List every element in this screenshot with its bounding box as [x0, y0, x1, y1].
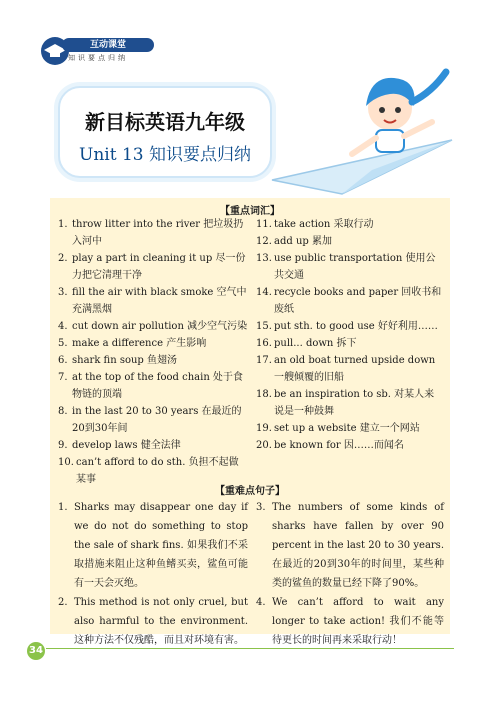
badge-title: 互动课堂: [62, 38, 154, 52]
page-subtitle: Unit 13 知识要点归纳: [79, 145, 251, 165]
list-item: 12. add up 累加: [256, 236, 332, 247]
list-item: 14. recycle books and paper 回收书和废纸: [256, 287, 442, 315]
page-number: 34: [27, 642, 45, 660]
list-item: 9. develop laws 健全法律: [58, 440, 181, 451]
vocab-heading: 【重点词汇】: [220, 206, 280, 217]
badge-subtitle: 知识要点归纳: [68, 54, 128, 62]
list-item: 17. an old boat turned upside down 一艘倾覆的旧船: [256, 355, 436, 383]
girl-on-paper-plane-illustration: [262, 62, 462, 202]
vocab-left-column: [58, 216, 248, 488]
list-item: 3. The numbers of some kinds of sharks have fallen by over 90 percent in the last 20 to 30 years. 在最近的20到30年的时间里，某些种类的鲨鱼的数量已经下降了90%。: [256, 502, 444, 589]
list-item: 11. take action 采取行动: [256, 219, 374, 230]
content-panel: [50, 198, 450, 646]
list-item: 5. make a difference 产生影响: [58, 338, 207, 349]
title-banner: [58, 86, 272, 178]
list-item: 20. be known for 因……而闻名: [256, 440, 404, 451]
list-item: 4. cut down air pollution 减少空气污染: [58, 321, 248, 332]
sentences-heading: 【重难点句子】: [215, 486, 285, 497]
section-badge: [40, 36, 158, 66]
page-title: 新目标英语九年级: [85, 110, 245, 134]
list-item: 10. can’t afford to do sth. 负担不起做某事: [58, 457, 239, 485]
list-item: 1. Sharks may disappear one day if we do not do something to stop the sale of shark fins. 如果我们不采取措施来阻止这种鱼鳍买卖，鲨鱼可能有一天会灭绝。: [58, 502, 248, 589]
list-item: 6. shark fin soup 鱼翅汤: [58, 355, 178, 366]
list-item: 3. fill the air with black smoke 空气中充满黑烟: [58, 287, 247, 315]
list-item: 15. put sth. to good use 好好利用……: [256, 321, 438, 332]
sentences-left-column: [58, 498, 248, 650]
vocab-right-column: [256, 216, 444, 454]
list-item: 16. pull... down 拆下: [256, 338, 357, 349]
list-item: 1. throw litter into the river 把垃圾扔入河中: [58, 219, 244, 247]
list-item: 2. play a part in cleaning it up 尽一份力把它清理干净: [58, 253, 246, 281]
list-item: 2. This method is not only cruel, but also harmful to the environment. 这种方法不仅残酷，而且对环境有害。: [58, 597, 248, 646]
list-item: 19. set up a website 建立一个网站: [256, 423, 420, 434]
list-item: 13. use public transportation 使用公共交通: [256, 253, 436, 281]
footer-rule: [46, 648, 454, 649]
list-item: 18. be an inspiration to sb. 对某人来说是一种鼓舞: [256, 389, 435, 417]
list-item: 7. at the top of the food chain 处于食物链的顶端: [58, 372, 243, 400]
sentences-right-column: [256, 498, 444, 650]
list-item: 8. in the last 20 to 30 years 在最近的20到30年间: [58, 406, 242, 434]
list-item: 4. We can’t afford to wait any longer to take action! 我们不能等待更长的时间再来采取行动！: [256, 597, 444, 646]
